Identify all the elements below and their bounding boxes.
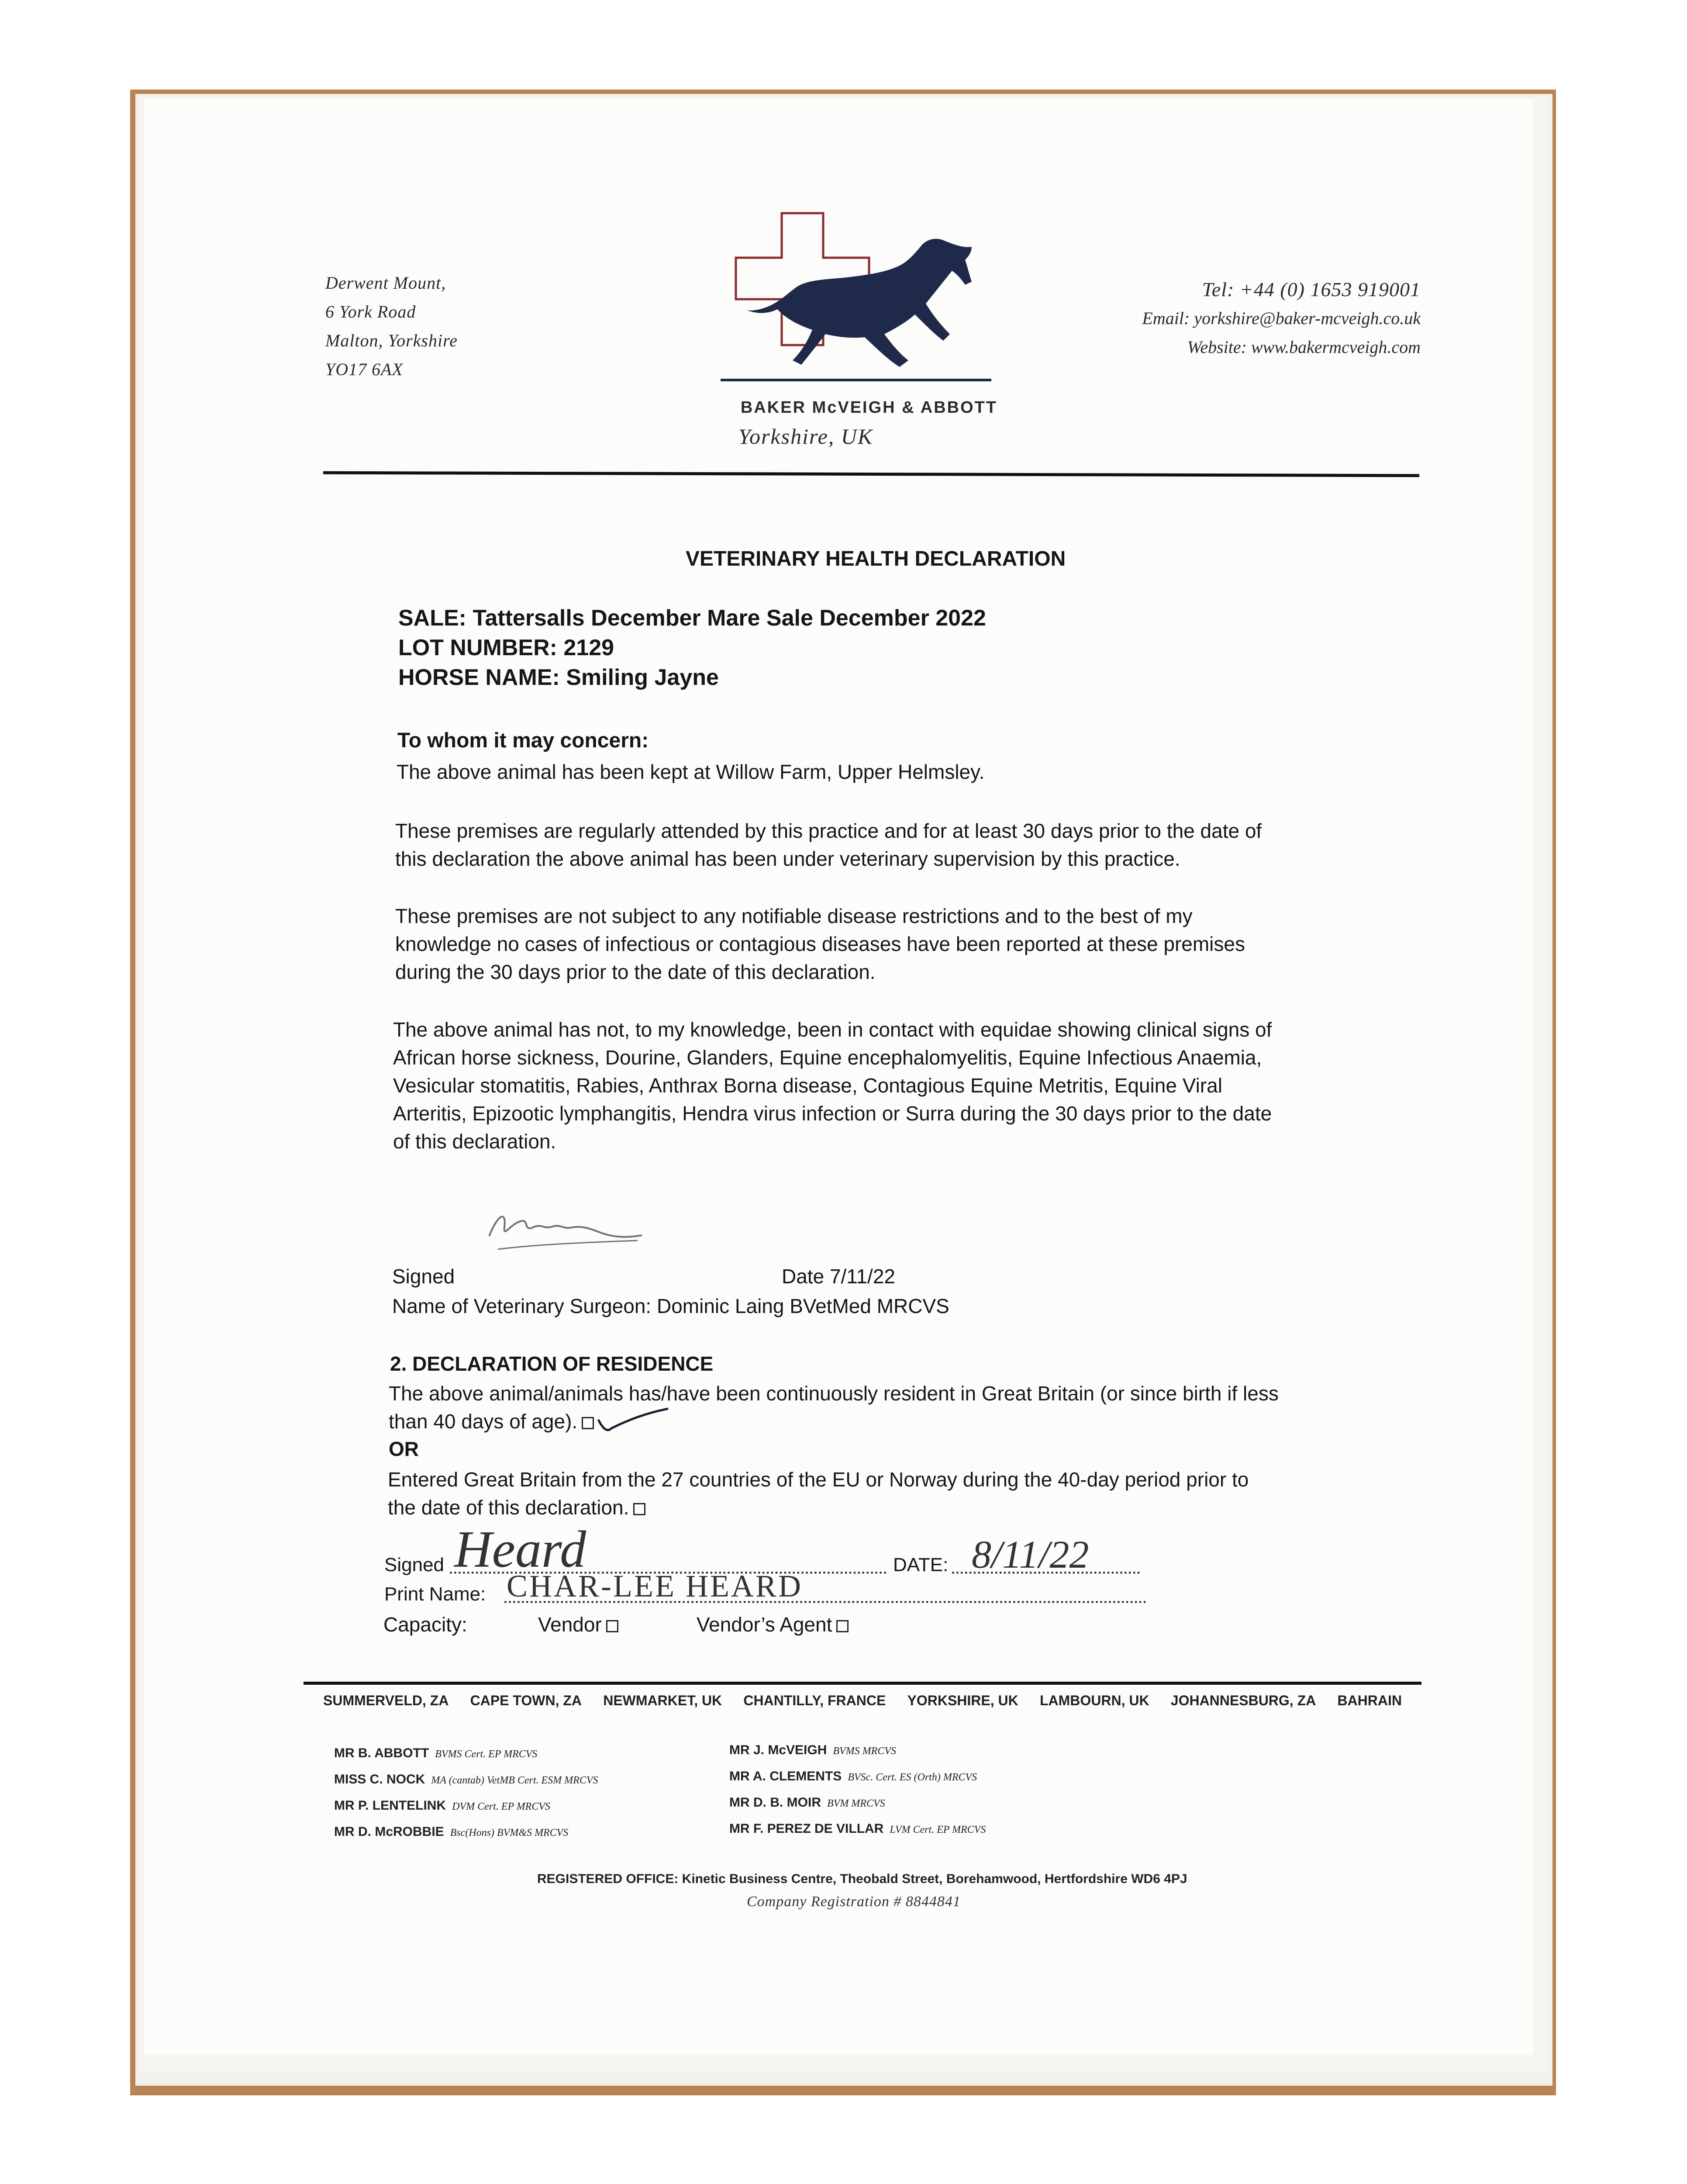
text-line: Arteritis, Epizootic lymphangitis, Hendra virus infection or Surra during the 30 days prior to the date	[393, 1102, 1272, 1125]
salutation: To whom it may concern:	[397, 729, 649, 752]
text-line: The above animal has not, to my knowledge, been in contact with equidae showing clinical signs of	[393, 1018, 1272, 1041]
paragraph-restrictions	[395, 902, 1356, 986]
agent-option[interactable]	[697, 1613, 849, 1636]
vendor-signature: Heard	[454, 1520, 586, 1578]
email: Email: yorkshire@baker-mcveigh.co.uk	[1142, 308, 1421, 328]
residence-option-2	[388, 1465, 1392, 1521]
agent-label: Vendor’s Agent	[697, 1613, 832, 1636]
print-name-label: Print Name:	[384, 1583, 486, 1605]
office-locations	[323, 1693, 1402, 1709]
location-item: CHANTILLY, FRANCE	[743, 1693, 886, 1708]
entered-checkbox[interactable]	[633, 1503, 645, 1515]
capacity-label: Capacity:	[383, 1613, 467, 1636]
text-line: These premises are regularly attended by this practice and for at least 30 days prior to the date of	[395, 819, 1262, 842]
text-line: the date of this declaration.	[388, 1496, 629, 1519]
signed-label: Signed	[392, 1265, 455, 1288]
vet-surgeon-name: Name of Veterinary Surgeon: Dominic Laing BVetMed MRCVS	[392, 1295, 949, 1317]
horse-name: HORSE NAME: Smiling Jayne	[398, 665, 719, 690]
text-line: during the 30 days prior to the date of this declaration.	[395, 961, 876, 983]
document-title: VETERINARY HEALTH DECLARATION	[686, 547, 1066, 570]
company-registration: Company Registration # 8844841	[747, 1894, 961, 1910]
location-item: NEWMARKET, UK	[603, 1693, 722, 1708]
partner-entry: MR J. McVEIGH BVMS MRCVS	[729, 1743, 897, 1757]
telephone: Tel: +44 (0) 1653 919001	[1202, 278, 1421, 301]
vendor-label: Vendor	[538, 1613, 602, 1636]
vendor-date: 8/11/22	[972, 1533, 1089, 1576]
location-item: JOHANNESBURG, ZA	[1170, 1693, 1316, 1708]
text-line: The above animal/animals has/have been continuously resident in Great Britain (or since birth if less	[389, 1382, 1279, 1405]
partner-entry: MR A. CLEMENTS BVSc. Cert. ES (Orth) MRCVS	[729, 1769, 977, 1783]
location-item: SUMMERVELD, ZA	[323, 1693, 449, 1708]
checkmark-icon	[594, 1402, 673, 1437]
partner-entry: MR P. LENTELINK DVM Cert. EP MRCVS	[334, 1798, 550, 1813]
address-line: YO17 6AX	[325, 359, 403, 379]
residence-heading: 2. DECLARATION OF RESIDENCE	[390, 1352, 714, 1375]
website: Website: www.bakermcveigh.com	[1187, 337, 1421, 357]
vendor-checkbox[interactable]	[606, 1620, 618, 1632]
signed-label-2: Signed	[384, 1554, 445, 1576]
or-label: OR	[389, 1438, 419, 1460]
footer-divider	[304, 1682, 1421, 1685]
agent-checkbox[interactable]	[836, 1620, 849, 1632]
paragraph-diseases	[393, 1016, 1380, 1155]
partners-left	[334, 1741, 598, 1845]
company-name: BAKER McVEIGH & ABBOTT	[740, 398, 998, 417]
date-label-2: DATE:	[893, 1554, 949, 1576]
residence-option-1	[389, 1379, 1393, 1435]
text-line: than 40 days of age).	[389, 1410, 578, 1433]
partner-entry: MR D. McROBBIE Bsc(Hons) BVM&S MRCVS	[334, 1825, 569, 1839]
text-line: this declaration the above animal has been under veterinary supervision by this practice.	[395, 847, 1180, 870]
text-line: Vesicular stomatitis, Rabies, Anthrax Borna disease, Contagious Equine Metritis, Equine Viral	[393, 1074, 1222, 1097]
vendor-option[interactable]	[538, 1613, 618, 1636]
address-line: Derwent Mount,	[325, 273, 446, 293]
contact-block	[1142, 275, 1421, 362]
location-item: YORKSHIRE, UK	[907, 1693, 1018, 1708]
printed-name: CHAR-LEE HEARD	[507, 1569, 803, 1603]
partners-right	[729, 1738, 986, 1842]
paragraph-supervision	[395, 817, 1356, 873]
resident-checkbox[interactable]	[582, 1417, 594, 1429]
location-item: CAPE TOWN, ZA	[470, 1693, 582, 1708]
text-line: of this declaration.	[393, 1130, 556, 1153]
address-line: 6 York Road	[325, 302, 416, 321]
vet-signature-icon	[480, 1197, 655, 1262]
lot-number: LOT NUMBER: 2129	[398, 635, 614, 660]
practice-address	[325, 269, 458, 384]
company-location: Yorkshire, UK	[738, 424, 873, 449]
partner-entry: MISS C. NOCK MA (cantab) VetMB Cert. ESM MRCVS	[334, 1772, 598, 1787]
location-item: BAHRAIN	[1337, 1693, 1402, 1708]
text-line: These premises are not subject to any notifiable disease restrictions and to the best of my	[395, 905, 1193, 927]
partner-entry: MR D. B. MOIR BVM MRCVS	[729, 1795, 885, 1810]
paragraph-premises: The above animal has been kept at Willow Farm, Upper Helmsley.	[397, 760, 985, 783]
sale-line: SALE: Tattersalls December Mare Sale December 2022	[398, 605, 986, 631]
vet-sign-date: Date 7/11/22	[782, 1265, 896, 1288]
partner-entry: MR F. PEREZ DE VILLAR LVM Cert. EP MRCVS	[729, 1821, 986, 1836]
registered-office: REGISTERED OFFICE: Kinetic Business Centre, Theobald Street, Borehamwood, Hertfordshire WD6 4PJ	[537, 1872, 1187, 1886]
address-line: Malton, Yorkshire	[325, 331, 458, 350]
partner-entry: MR B. ABBOTT BVMS Cert. EP MRCVS	[334, 1746, 538, 1760]
location-item: LAMBOURN, UK	[1039, 1693, 1149, 1708]
text-line: knowledge no cases of infectious or contagious diseases have been reported at these premises	[395, 933, 1245, 955]
text-line: African horse sickness, Dourine, Glanders, Equine encephalomyelitis, Equine Infectious Anaemia,	[393, 1046, 1262, 1069]
text-line: Entered Great Britain from the 27 countries of the EU or Norway during the 40-day period prior to	[388, 1468, 1249, 1491]
horse-cross-logo-icon	[716, 210, 996, 393]
